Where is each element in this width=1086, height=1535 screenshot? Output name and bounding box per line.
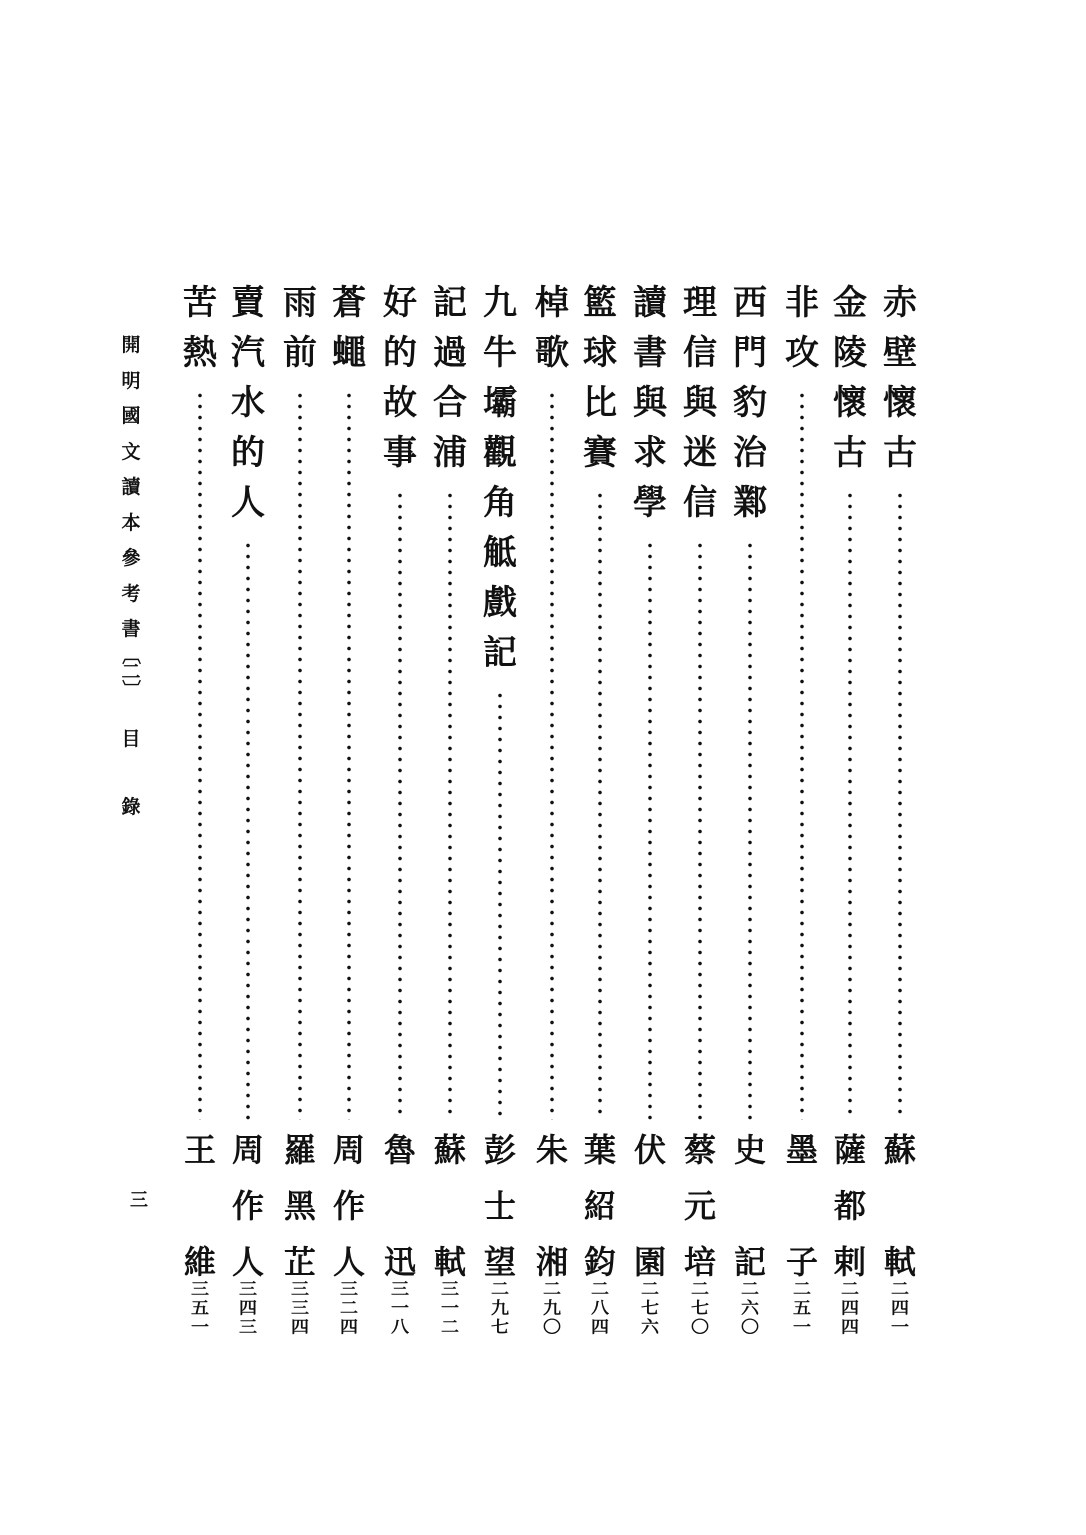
title-char: 賽: [583, 433, 617, 473]
title-char: 角: [483, 483, 517, 523]
title-char: 門: [733, 333, 767, 373]
author-char: 望: [483, 1243, 516, 1281]
page-digit: 二: [691, 1280, 709, 1299]
title-char: 金: [833, 283, 867, 323]
toc-entry[interactable]: [380, 278, 420, 1337]
header-char: 開: [121, 334, 141, 356]
title-char: 棹: [535, 283, 569, 323]
author-char: 剌: [833, 1243, 866, 1281]
dotted-leader: [197, 390, 203, 1120]
entry-author: [880, 1122, 920, 1290]
dotted-leader: [397, 490, 403, 1120]
entry-page-number: [488, 1280, 512, 1337]
title-char: 求: [633, 433, 667, 473]
entry-title: [680, 278, 720, 528]
entry-page-number: [588, 1280, 612, 1337]
header-char: 參: [121, 547, 141, 569]
title-char: 西: [733, 283, 767, 323]
author-char: 迅: [383, 1243, 416, 1281]
toc-entry[interactable]: [329, 278, 369, 1337]
entry-page-number: [388, 1280, 412, 1337]
author-char: 葉: [583, 1131, 616, 1169]
entry-page-number: [540, 1280, 564, 1337]
entry-title: [782, 278, 822, 378]
entry-author: [430, 1122, 470, 1290]
title-char: 壁: [883, 333, 917, 373]
entry-title: [630, 278, 670, 528]
entry-title: [730, 278, 770, 528]
page-digit: 二: [591, 1280, 609, 1299]
dotted-leader: [647, 540, 653, 1120]
title-char: 迷: [683, 433, 717, 473]
entry-title: [580, 278, 620, 478]
title-char: 戲: [483, 583, 517, 623]
page-digit: 二: [491, 1280, 509, 1299]
title-char: 賣: [231, 283, 265, 323]
title-char: 好: [383, 283, 417, 323]
entry-author: [580, 1122, 620, 1290]
title-char: 球: [583, 333, 617, 373]
author-char: 作: [332, 1187, 365, 1225]
author-char: 墨: [785, 1131, 818, 1169]
title-char: 非: [785, 283, 819, 323]
page-digit: 五: [191, 1299, 209, 1318]
header-char: 明: [121, 369, 141, 392]
entry-author: [730, 1122, 770, 1290]
author-char: 子: [785, 1243, 818, 1281]
entry-page-number: [438, 1280, 462, 1337]
title-char: 觀: [483, 433, 517, 473]
header-char: 二: [121, 660, 141, 683]
section-label-char: 目: [121, 728, 141, 750]
entry-title: [430, 278, 470, 478]
page-digit: 三: [191, 1280, 209, 1299]
page-digit: 三: [291, 1299, 309, 1318]
page-digit: 〇: [691, 1318, 709, 1337]
entry-page-number: [790, 1280, 814, 1337]
entry-page-number: [236, 1280, 260, 1337]
author-char: 魯: [383, 1131, 416, 1169]
dotted-leader: [245, 540, 251, 1120]
title-char: 攻: [785, 333, 819, 373]
page-digit: 七: [641, 1299, 659, 1318]
title-char: 記: [433, 283, 467, 323]
page-digit: 四: [891, 1299, 909, 1318]
title-char: 豹: [733, 383, 767, 423]
entry-author: [480, 1122, 520, 1290]
title-char: 汽: [231, 333, 265, 373]
author-char: 人: [332, 1243, 365, 1281]
page-digit: 四: [841, 1318, 859, 1337]
dotted-leader: [346, 390, 352, 1120]
title-char: 與: [633, 383, 667, 423]
title-char: 書: [633, 333, 667, 373]
title-char: 事: [383, 433, 417, 473]
page-digit: 二: [891, 1280, 909, 1299]
page-digit: 四: [239, 1299, 257, 1318]
entry-author: [228, 1122, 268, 1290]
page-digit: 四: [340, 1318, 358, 1337]
entry-author: [532, 1122, 572, 1290]
author-char: 元: [683, 1187, 716, 1225]
title-char: 故: [383, 383, 417, 423]
toc-entry[interactable]: [280, 278, 320, 1337]
header-char: 〔: [119, 644, 142, 665]
entry-page-number: [888, 1280, 912, 1337]
author-char: 薩: [833, 1131, 866, 1169]
header-char: 考: [121, 582, 141, 605]
toc-entry[interactable]: [228, 278, 268, 1337]
title-char: 懷: [883, 383, 917, 423]
page-digit: 三: [340, 1280, 358, 1299]
page-digit: 八: [391, 1318, 409, 1337]
entry-author: [280, 1122, 320, 1290]
entry-title: [880, 278, 920, 478]
title-char: 浦: [433, 433, 467, 473]
page-digit: 〇: [741, 1318, 759, 1337]
title-char: 陵: [833, 333, 867, 373]
title-char: 籃: [583, 283, 617, 323]
title-char: 的: [383, 333, 417, 373]
author-char: 記: [733, 1243, 766, 1281]
author-char: 王: [183, 1131, 216, 1169]
title-char: 治: [733, 433, 767, 473]
entry-author: [180, 1122, 220, 1290]
page-digit: 四: [841, 1299, 859, 1318]
author-char: 朱: [535, 1131, 568, 1169]
page-digit: 一: [891, 1318, 909, 1337]
author-char: 蘇: [883, 1131, 916, 1169]
page-digit: 一: [793, 1318, 811, 1337]
title-char: 壩: [483, 383, 517, 423]
title-char: 讀: [633, 283, 667, 323]
page-digit: 二: [340, 1299, 358, 1318]
title-char: 信: [683, 483, 717, 523]
page-digit: 二: [441, 1318, 459, 1337]
entry-page-number: [688, 1280, 712, 1337]
running-header-book-title: [119, 328, 142, 699]
header-char: 書: [121, 618, 141, 640]
title-char: 雨: [283, 283, 317, 323]
author-char: 史: [733, 1131, 766, 1169]
dotted-leader: [447, 490, 453, 1120]
title-char: 水: [231, 383, 265, 423]
entry-author: [782, 1122, 822, 1290]
author-char: 軾: [433, 1243, 466, 1281]
title-char: 赤: [883, 283, 917, 323]
title-char: 理: [683, 283, 717, 323]
title-char: 比: [583, 383, 617, 423]
page-digit: 四: [591, 1318, 609, 1337]
author-char: 蘇: [433, 1131, 466, 1169]
page-digit: 三: [239, 1280, 257, 1299]
title-char: 學: [633, 483, 667, 523]
toc-entry[interactable]: [480, 278, 520, 1337]
page-digit: 一: [441, 1299, 459, 1318]
author-char: 園: [633, 1243, 666, 1281]
dotted-leader: [697, 540, 703, 1120]
title-char: 鄴: [733, 483, 767, 523]
entry-page-number: [288, 1280, 312, 1337]
header-char: 〕: [119, 678, 142, 699]
toc-entry[interactable]: [180, 278, 220, 1337]
author-char: 軾: [883, 1243, 916, 1281]
page-digit: 九: [491, 1299, 509, 1318]
title-char: 合: [433, 383, 467, 423]
author-char: 羅: [283, 1131, 316, 1169]
author-char: 鈞: [583, 1243, 616, 1281]
entry-title: [228, 278, 268, 528]
page-digit: 三: [291, 1280, 309, 1299]
entry-page-number: [838, 1280, 862, 1337]
title-char: 歌: [535, 333, 569, 373]
entry-author: [329, 1122, 369, 1290]
dotted-leader: [747, 540, 753, 1120]
entry-title: [480, 278, 520, 678]
dotted-leader: [799, 390, 805, 1120]
author-char: 培: [683, 1243, 716, 1281]
header-char: 讀: [121, 476, 141, 498]
title-char: 與: [683, 383, 717, 423]
header-char: 本: [121, 511, 141, 534]
page-digit: 六: [741, 1299, 759, 1318]
title-char: 九: [483, 283, 517, 323]
entry-page-number: [337, 1280, 361, 1337]
toc-entry[interactable]: [532, 278, 572, 1337]
page-digit: 二: [741, 1280, 759, 1299]
page-digit: 一: [191, 1318, 209, 1337]
page-digit: 七: [491, 1318, 509, 1337]
entry-title: [329, 278, 369, 378]
entry-title: [280, 278, 320, 378]
author-char: 士: [483, 1187, 516, 1225]
page-digit: 二: [841, 1280, 859, 1299]
page-digit: 〇: [543, 1318, 561, 1337]
page-digit: 八: [591, 1299, 609, 1318]
entry-title: [380, 278, 420, 478]
page-digit: 三: [239, 1318, 257, 1337]
author-char: 黑: [283, 1187, 316, 1225]
dotted-leader: [897, 490, 903, 1120]
title-char: 牛: [483, 333, 517, 373]
title-char: 懷: [833, 383, 867, 423]
title-char: 熱: [183, 333, 217, 373]
toc-entry[interactable]: [782, 278, 822, 1337]
author-char: 蔡: [683, 1131, 716, 1169]
entry-page-number: [738, 1280, 762, 1337]
page-digit: 六: [641, 1318, 659, 1337]
author-char: 周: [231, 1131, 264, 1169]
author-char: 人: [231, 1243, 264, 1281]
entry-title: [532, 278, 572, 378]
author-char: 紹: [583, 1187, 616, 1225]
toc-entry[interactable]: [880, 278, 920, 1337]
entry-author: [380, 1122, 420, 1290]
page-digit: 一: [391, 1299, 409, 1318]
author-char: 作: [231, 1187, 264, 1225]
dotted-leader: [597, 490, 603, 1120]
author-char: 周: [332, 1131, 365, 1169]
title-char: 古: [883, 433, 917, 473]
title-char: 記: [483, 633, 517, 673]
toc-entry[interactable]: [430, 278, 470, 1337]
entry-author: [830, 1122, 870, 1290]
page-digit: 七: [691, 1299, 709, 1318]
page-digit: 九: [543, 1299, 561, 1318]
page-digit: 二: [793, 1280, 811, 1299]
page-digit: 二: [543, 1280, 561, 1299]
toc-entry[interactable]: [580, 278, 620, 1337]
header-char: 國: [121, 405, 141, 427]
title-char: 蠅: [332, 333, 366, 373]
title-char: 觝: [483, 533, 517, 573]
header-char: 文: [121, 440, 141, 463]
page-digit: 五: [793, 1299, 811, 1318]
title-char: 古: [833, 433, 867, 473]
page-digit: 三: [391, 1280, 409, 1299]
toc-entry[interactable]: [830, 278, 870, 1337]
page-digit: 三: [441, 1280, 459, 1299]
author-char: 維: [183, 1243, 216, 1281]
entry-title: [830, 278, 870, 478]
entry-author: [680, 1122, 720, 1290]
dotted-leader: [497, 690, 503, 1120]
entry-page-number: [638, 1280, 662, 1337]
dotted-leader: [549, 390, 555, 1120]
title-char: 信: [683, 333, 717, 373]
page-digit: 四: [291, 1318, 309, 1337]
author-char: 湘: [535, 1243, 568, 1281]
title-char: 蒼: [332, 283, 366, 323]
entry-title: [180, 278, 220, 378]
title-char: 人: [231, 483, 265, 523]
entry-author: [630, 1122, 670, 1290]
dotted-leader: [847, 490, 853, 1120]
author-char: 都: [833, 1187, 866, 1225]
page-digit: 二: [641, 1280, 659, 1299]
folio-page-number: 三: [130, 1190, 148, 1211]
dotted-leader: [297, 390, 303, 1120]
toc-entry[interactable]: [730, 278, 770, 1337]
author-char: 芷: [283, 1243, 316, 1281]
title-char: 前: [283, 333, 317, 373]
title-char: 苦: [183, 283, 217, 323]
section-label-char: 錄: [121, 796, 141, 818]
title-char: 的: [231, 433, 265, 473]
toc-entry[interactable]: [680, 278, 720, 1337]
author-char: 伏: [633, 1131, 666, 1169]
title-char: 過: [433, 333, 467, 373]
entry-page-number: [188, 1280, 212, 1337]
author-char: 彭: [483, 1131, 516, 1169]
toc-entry[interactable]: [630, 278, 670, 1337]
